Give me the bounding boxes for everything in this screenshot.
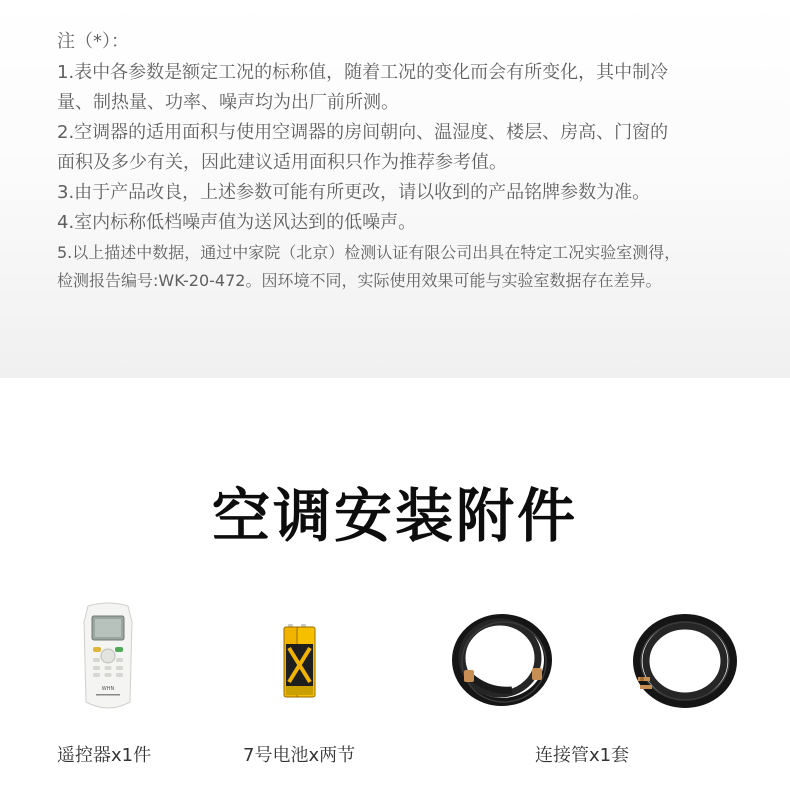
remote-brand-text: WHN	[101, 686, 115, 692]
remote-caption: 遥控器x1件	[57, 745, 152, 766]
notes-heading: 注（*）：	[57, 31, 129, 52]
section-title: 空调安装附件	[211, 482, 578, 550]
note-3: 3.由于产品改良，上述参数可能有所更改，请以收到的产品铭牌参数为准。	[57, 182, 651, 203]
notes-panel	[0, 0, 790, 378]
note-1-line-2: 量、制热量、功率、噪声均为出厂前所测。	[57, 92, 399, 113]
note-5-line-1: 5.以上描述中数据，通过中家院（北京）检测认证有限公司出具在特定工况实验室测得，	[57, 243, 681, 262]
battery-image	[283, 624, 323, 704]
battery-caption: 7号电池x两节	[243, 745, 356, 766]
pipe-caption: 连接管x1套	[535, 745, 630, 766]
pipe-coil-image-2	[630, 611, 740, 715]
pipe-coil-image-1	[448, 608, 556, 714]
note-2-line-2: 面积及多少有关，因此建议适用面积只作为推荐参考值。	[57, 152, 507, 173]
remote-control-image	[80, 602, 136, 718]
note-4: 4.室内标称低档噪声值为送风达到的低噪声。	[57, 212, 417, 233]
note-5-line-2: 检测报告编号:WK-20-472。因环境不同，实际使用效果可能与实验室数据存在差异。	[57, 271, 662, 290]
note-1-line-1: 1.表中各参数是额定工况的标称值，随着工况的变化而会有所变化，其中制冷	[57, 62, 669, 83]
note-2-line-1: 2.空调器的适用面积与使用空调器的房间朝向、温湿度、楼层、房高、门窗的	[57, 122, 669, 143]
